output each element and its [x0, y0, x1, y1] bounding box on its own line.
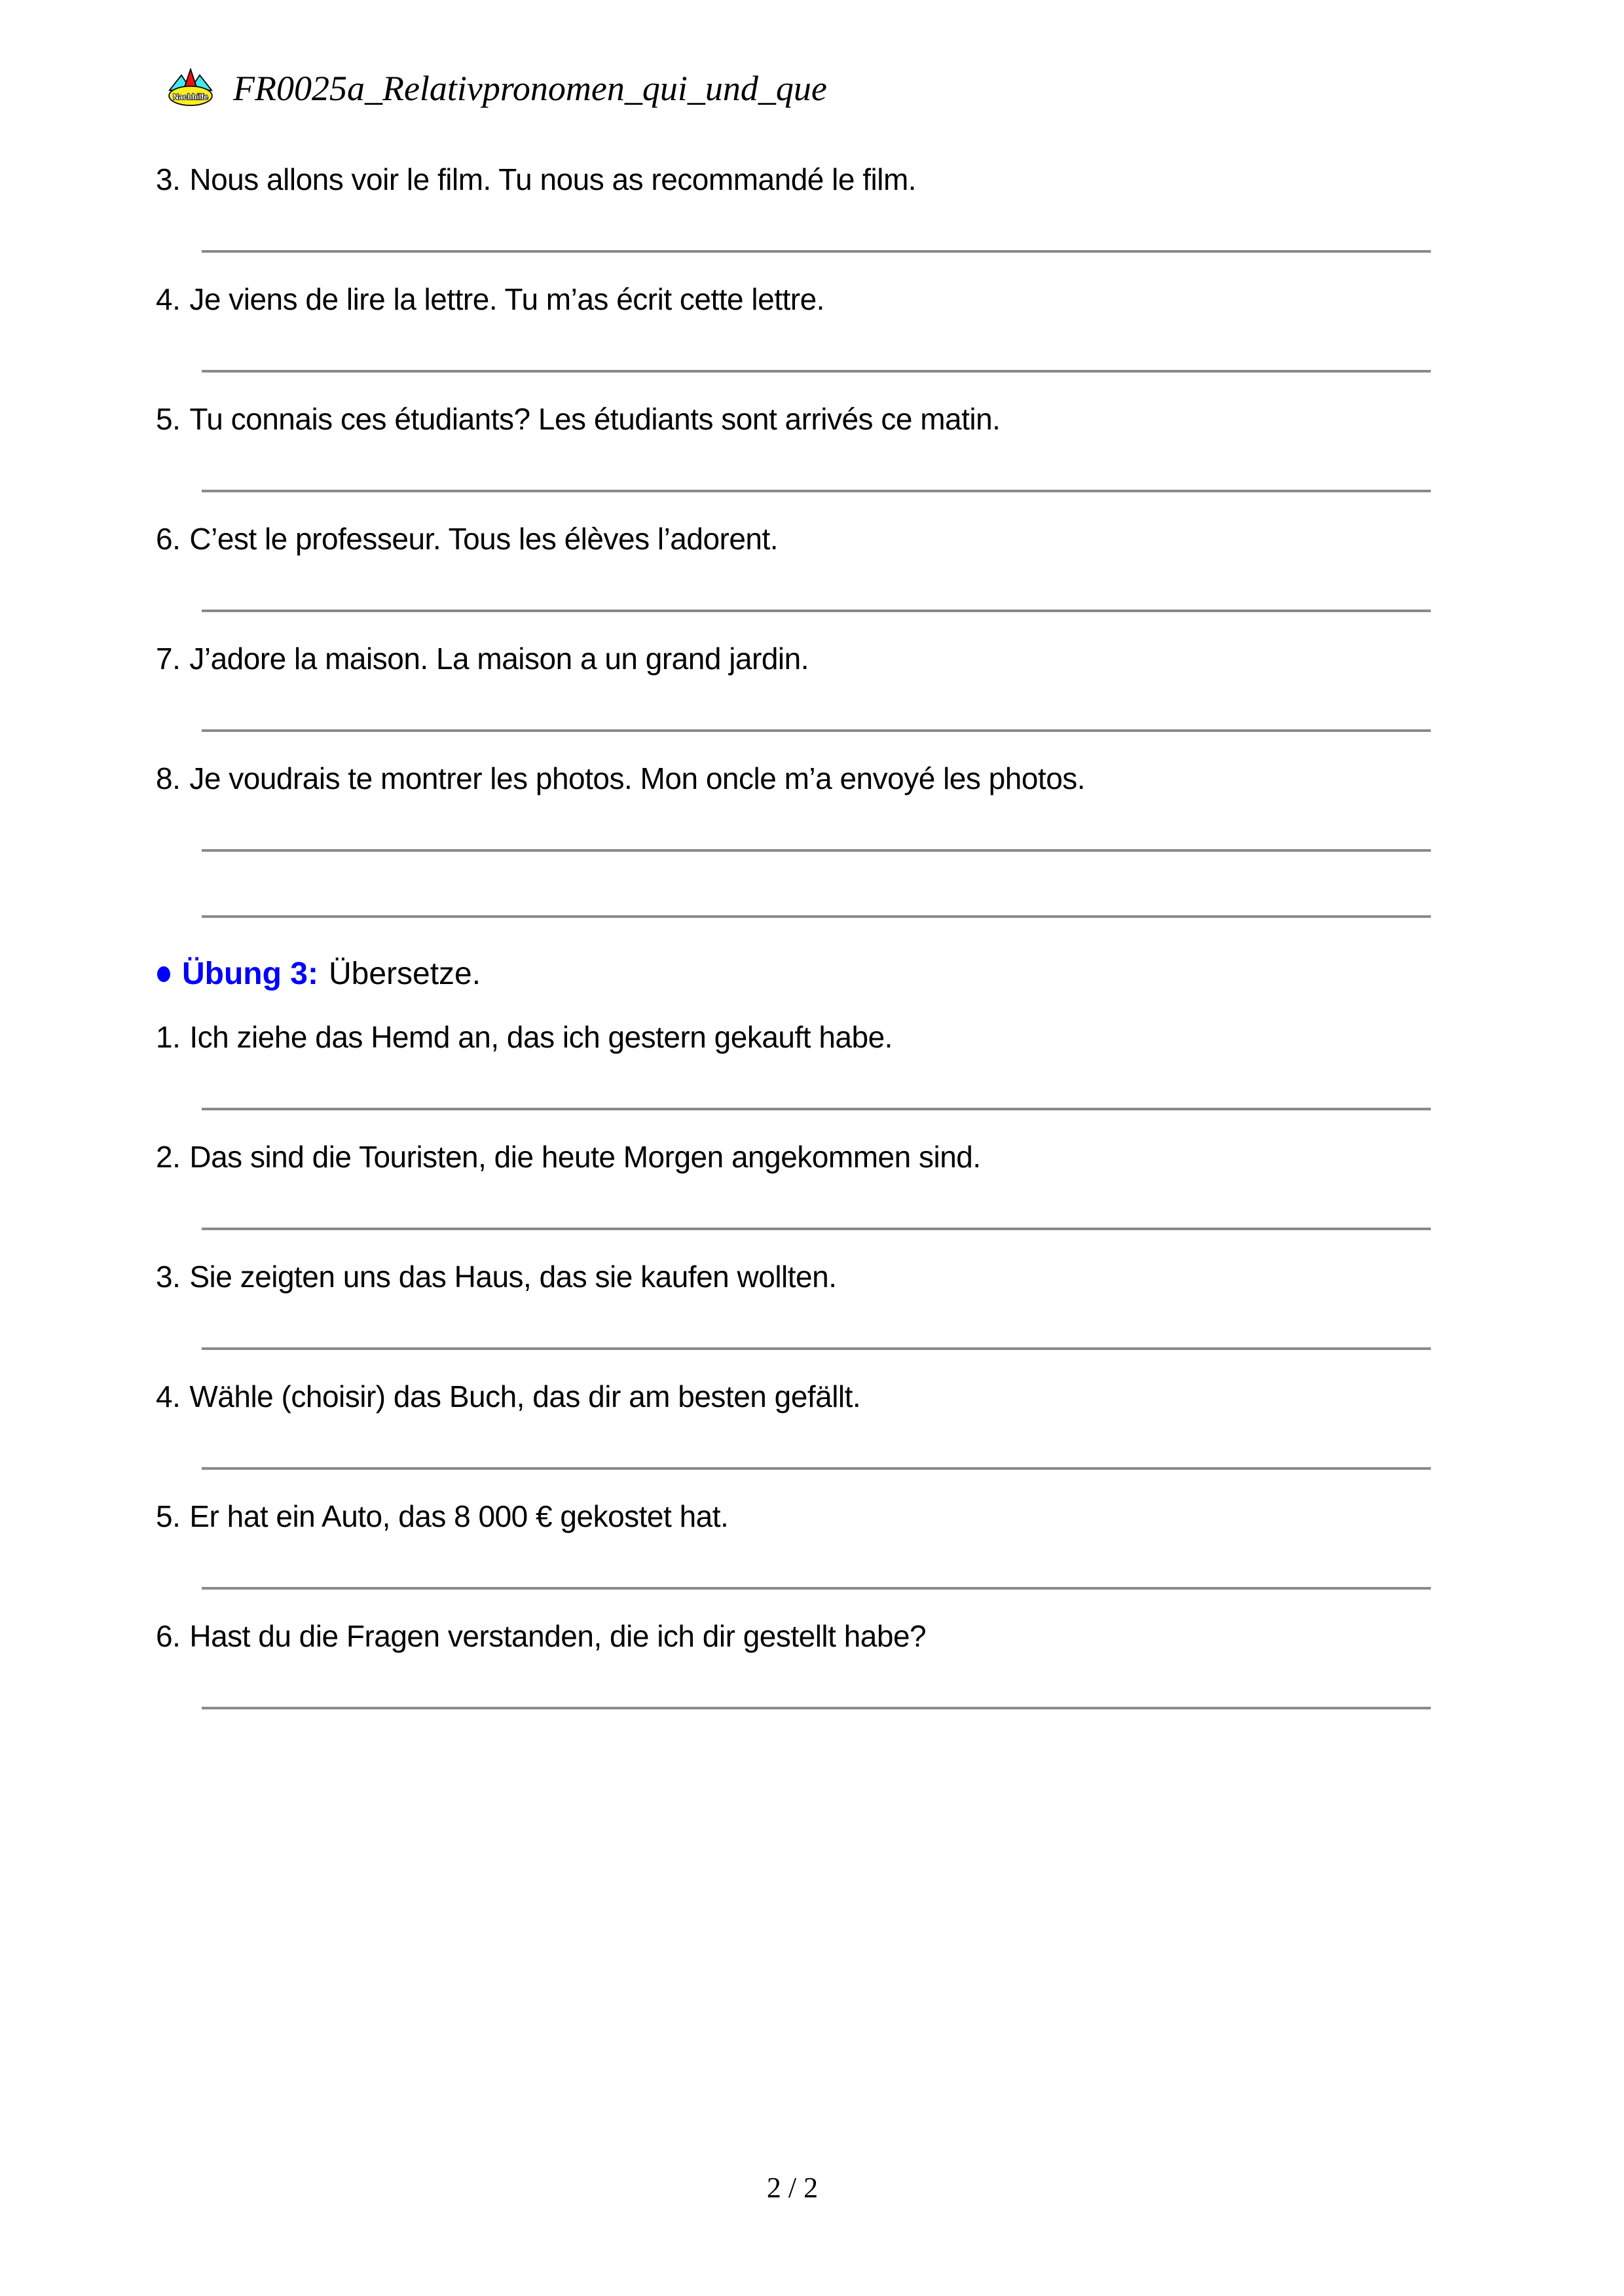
answer-line: [202, 610, 1431, 612]
answer-line: [202, 729, 1431, 732]
item-sentence: [156, 1019, 1431, 1055]
answer-line: [202, 915, 1431, 918]
item-text: Tu connais ces étudiants? Les étudiants sont arrivés ce matin.: [189, 402, 1001, 436]
exercise-item: [156, 1258, 1431, 1350]
nachhilfe-mountain-logo-icon: [168, 68, 213, 106]
item-sentence: [156, 281, 1431, 318]
answer-line: [202, 250, 1431, 253]
exercise-item: [156, 760, 1431, 918]
exercise-item: [156, 640, 1431, 732]
exercise-item: [156, 1498, 1431, 1590]
answer-line: [202, 1108, 1431, 1110]
exercise2-section: [156, 161, 1431, 946]
item-number: 3.: [156, 1260, 181, 1294]
item-number: 7.: [156, 642, 181, 676]
item-sentence: [156, 1378, 1431, 1415]
answer-line: [202, 1347, 1431, 1350]
item-number: 4.: [156, 1379, 181, 1413]
answer-line: [202, 370, 1431, 373]
item-text: Er hat ein Auto, das 8 000 € gekostet hat.: [189, 1499, 729, 1533]
item-text: Das sind die Touristen, die heute Morgen angekommen sind.: [189, 1140, 981, 1174]
exercise3-section: [156, 1019, 1431, 1738]
logo-text: Nachhilfe: [173, 92, 208, 101]
item-sentence: [156, 1498, 1431, 1535]
item-text: J’adore la maison. La maison a un grand jardin.: [189, 642, 809, 676]
item-sentence: [156, 1139, 1431, 1175]
item-number: 5.: [156, 1499, 181, 1533]
answer-line: [202, 1467, 1431, 1470]
answer-line: [202, 490, 1431, 492]
item-number: 6.: [156, 522, 181, 556]
answer-line: [202, 1707, 1431, 1709]
item-sentence: [156, 161, 1431, 198]
item-text: Wähle (choisir) das Buch, das dir am besten gefällt.: [189, 1379, 861, 1413]
item-sentence: [156, 401, 1431, 437]
item-number: 1.: [156, 1020, 181, 1054]
exercise-item: [156, 1618, 1431, 1709]
item-sentence: [156, 760, 1431, 797]
exercise-item: [156, 401, 1431, 492]
item-text: Hast du die Fragen verstanden, die ich dir gestellt habe?: [189, 1619, 927, 1653]
item-number: 3.: [156, 162, 181, 196]
item-sentence: [156, 1618, 1431, 1654]
exercise-item: [156, 281, 1431, 373]
answer-line: [202, 849, 1431, 852]
page-header: [168, 68, 827, 106]
answer-line: [202, 1587, 1431, 1590]
uebung3-label: Übung 3:: [182, 957, 318, 991]
exercise-item: [156, 1378, 1431, 1470]
exercise-item: [156, 1139, 1431, 1230]
item-number: 6.: [156, 1619, 181, 1653]
exercise-item: [156, 161, 1431, 253]
item-text: Ich ziehe das Hemd an, das ich gestern gekauft habe.: [189, 1020, 893, 1054]
item-number: 5.: [156, 402, 181, 436]
page-number: 2 / 2: [766, 2172, 819, 2204]
exercise-item: [156, 1019, 1431, 1110]
uebung3-instruction: Übersetze.: [328, 957, 481, 991]
item-number: 2.: [156, 1140, 181, 1174]
item-text: Je voudrais te montrer les photos. Mon oncle m’a envoyé les photos.: [189, 761, 1086, 795]
item-number: 8.: [156, 761, 181, 795]
exercise-item: [156, 520, 1431, 612]
item-text: Sie zeigten uns das Haus, das sie kaufen wollten.: [189, 1260, 837, 1294]
circle-bullet-icon: [157, 966, 170, 982]
item-sentence: [156, 640, 1431, 677]
document-title: FR0025a_Relativpronomen_qui_und_que: [233, 69, 827, 108]
answer-line: [202, 1228, 1431, 1230]
item-text: Nous allons voir le film. Tu nous as recommandé le film.: [189, 162, 917, 196]
item-number: 4.: [156, 282, 181, 316]
item-text: Je viens de lire la lettre. Tu m’as écrit cette lettre.: [189, 282, 824, 316]
item-text: C’est le professeur. Tous les élèves l’adorent.: [189, 522, 779, 556]
item-sentence: [156, 520, 1431, 557]
item-sentence: [156, 1258, 1431, 1295]
uebung3-heading: [157, 957, 481, 991]
